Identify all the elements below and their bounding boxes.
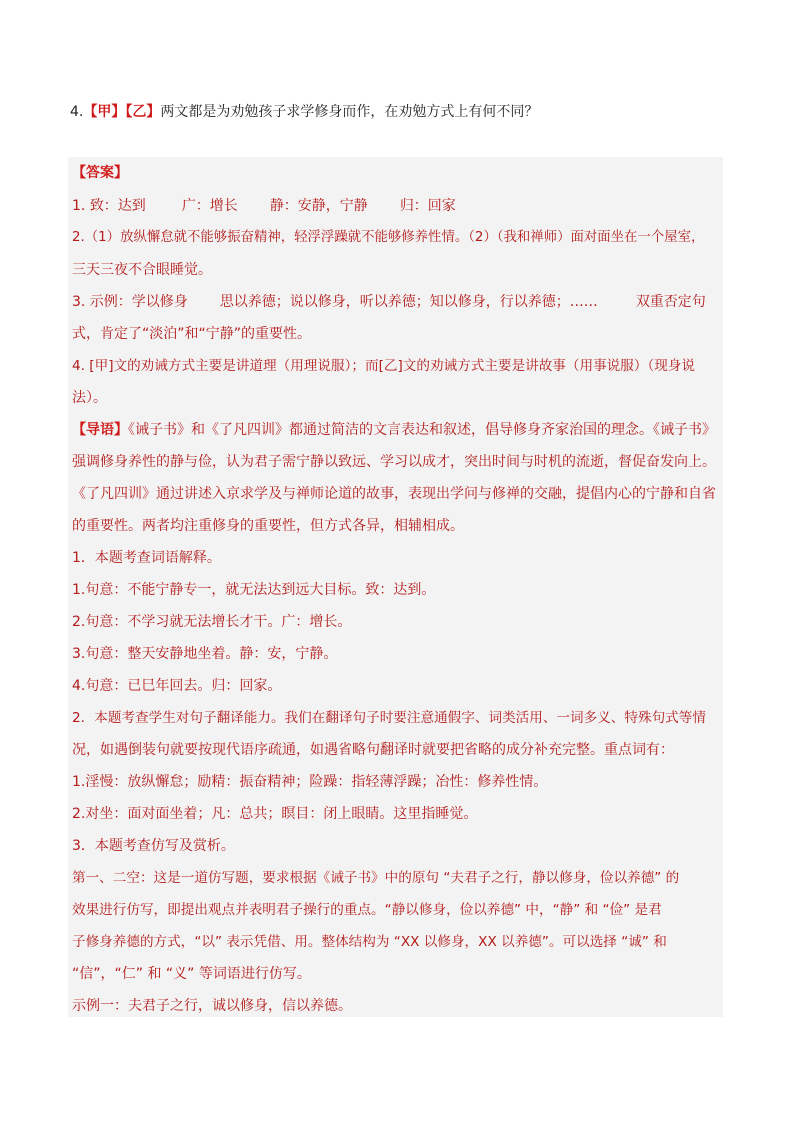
analysis-1-item: 1.句意：不能宁静专一，就无法达到远大目标。致：达到。 [72,582,436,598]
answer-1 [72,196,456,216]
answer-4-line-2: 法）。 [72,390,107,406]
answer-1-item: 广：增长 [181,198,238,214]
analysis-3-line-1: 第一、二空：这是一道仿写题，要求根据《诫子书》中的原句 “夫君子之行，静以修身，俭以养德” 的 [72,870,680,886]
answer-3-part: 思以养德；说以修身，听以养德；知以修身，行以养德；…… [219,294,598,310]
analysis-2-item: 1.淫慢：放纵懈怠；励精：振奋精神；险躁：指轻薄浮躁；冶性：修养性情。 [72,774,548,790]
analysis-2-line-2: 况，如遇倒装句就要按现代语序疏通，如遇省略句翻译时就要把省略的成分补充完整。重点词有： [72,742,674,758]
answer-2-line-2: 三天三夜不合眼睡觉。 [72,262,212,278]
analysis-3-line-4: “信”，“仁” 和 “义” 等词语进行仿写。 [72,966,311,982]
analysis-3-line-2: 效果进行仿写，即提出观点并表明君子操行的重点。“静以修身，俭以养德” 中，“静” 和 “俭” 是君 [72,902,662,918]
answer-4-line-1: 4. [甲]文的劝诫方式主要是讲道理（用理说服）；而[乙]文的劝诫方式主要是讲故事（用事说服）（现身说 [72,358,696,374]
question-4 [70,102,538,122]
answer-heading: 【答案】 [72,165,128,181]
guide-line-3: 《了凡四训》通过讲述入京求学及与禅师论道的故事，表现出学问与修禅的交融，提倡内心的宁静和自省 [72,486,716,502]
guide-line-1 [72,420,716,440]
answer-3-line-2: 式，肯定了“淡泊”和“宁静”的重要性。 [72,326,312,342]
analysis-1-title: 1．本题考查词语解释。 [72,550,221,566]
answer-2-line-1: 2.（1）放纵懈怠就不能够振奋精神，轻浮浮躁就不能够修养性情。（2）（我和禅师）面对面坐在一个屋室， [72,230,705,245]
analysis-1-item: 2.句意：不学习就无法增长才干。广：增长。 [72,614,352,630]
tag-yi: 【乙】 [125,104,161,120]
analysis-3-example-1: 示例一：夫君子之行，诚以修身，信以养德。 [72,998,352,1014]
answer-1-item: 归：回家 [399,198,456,214]
answer-1-item: 致：达到 [89,198,146,214]
question-text: 两文都是为劝勉孩子求学修身而作，在劝勉方式上有何不同？ [160,104,539,120]
question-number: 4. [70,104,84,120]
analysis-2-item: 2.对坐：面对面坐着；凡：总共；瞑目：闭上眼睛。这里指睡觉。 [72,806,478,822]
analysis-1-item: 3.句意：整天安静地坐着。静：安，宁静。 [72,646,338,662]
tag-jia: 【甲】 [83,104,126,120]
analysis-2-line-1: 2．本题考查学生对句子翻译能力。我们在翻译句子时要注意通假字、词类活用、一词多义、特殊句式等情 [72,710,706,726]
answer-1-item: 静：安静，宁静 [269,198,368,214]
guide-line-4: 的重要性。两者均注重修身的重要性，但方式各异，相辅相成。 [72,518,464,534]
analysis-1-item: 4.句意：已巳年回去。归：回家。 [72,678,282,694]
analysis-3-line-3: 子修身养德的方式，“以” 表示凭借、用。整体结构为 “XX 以修身，XX 以养德”。可以选择 “诚” 和 [72,934,667,950]
analysis-3-title: 3．本题考查仿写及赏析。 [72,838,235,854]
guide-line-2: 强调修身养性的静与俭，认为君子需宁静以致远、学习以成才，突出时间与时机的流逝，督促奋发向上。 [72,454,716,470]
guide-text: 《诫子书》和《了凡四训》都通过简洁的文言表达和叙述，倡导修身齐家治国的理念。《诫子书》 [128,422,716,438]
guide-tag: 【导语】 [72,422,128,438]
answer-1-number: 1. [72,198,86,214]
answer-3-part: 双重否定句 [635,294,706,310]
answer-3-line-1 [72,292,706,312]
answer-3-part: 3. 示例：学以修身 [72,294,188,310]
